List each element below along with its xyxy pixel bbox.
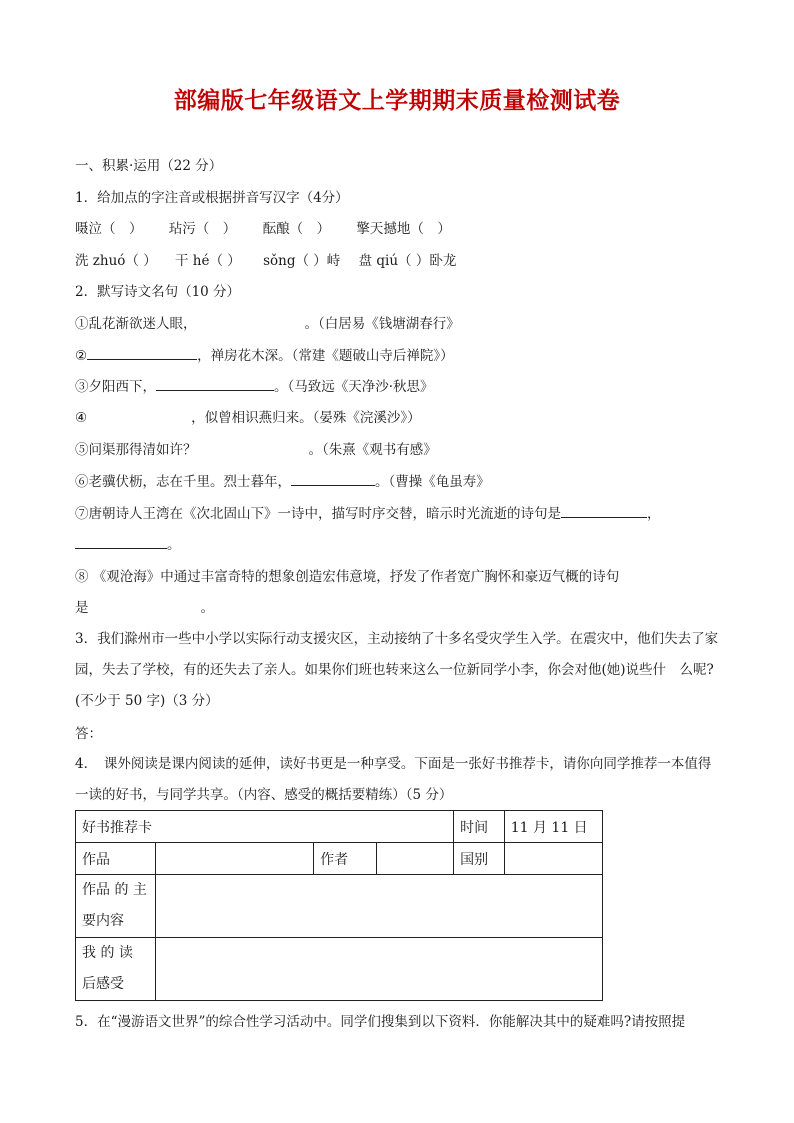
- item: 嗫泣（ ）: [75, 221, 143, 237]
- text: ⑥老骥伏枥，志在千里。烈士暮年，: [75, 474, 291, 490]
- text: 。（马致远《天净沙·秋思》: [274, 379, 434, 395]
- answer-blank[interactable]: [291, 471, 375, 486]
- content-label: 作品 的 主要内容: [76, 875, 156, 938]
- text: 。（曹操《龟虽寿》: [375, 474, 490, 490]
- text: 。（白居易《钱塘湖春行》: [304, 316, 460, 332]
- item: 洗 zhuó（ ）: [75, 253, 157, 269]
- time-value[interactable]: 11 月 11 日: [504, 811, 602, 843]
- text: ⑧ 《观沧海》中通过丰富奇特的想象创造宏伟意境，抒发了作者宽广胸怀和豪迈气概的诗句: [75, 569, 620, 585]
- text: ，: [647, 506, 661, 522]
- content-field[interactable]: [155, 875, 602, 938]
- card-header: 好书推荐卡: [76, 811, 454, 843]
- work-field[interactable]: [155, 843, 313, 875]
- country-field[interactable]: [504, 843, 602, 875]
- poem-line-4: [75, 408, 421, 428]
- work-label: 作品: [76, 843, 156, 875]
- text: 是: [75, 600, 89, 616]
- answer-blank[interactable]: [87, 345, 197, 360]
- poem-line-1: [75, 314, 460, 334]
- book-recommendation-card: [75, 810, 603, 1001]
- question-1-row-2: [75, 251, 456, 271]
- question-5: 5．在“漫游语文世界”的综合性学习活动中。同学们搜集到以下资料．你能解决其中的疑难吗?请按照提: [75, 1014, 686, 1030]
- poem-line-6: [75, 471, 490, 492]
- poem-line-7: [75, 503, 661, 524]
- answer-label: 答：: [75, 726, 102, 742]
- time-label: 时间: [454, 811, 505, 843]
- question-3: 3．我们滁州市一些中小学以实际行动支援灾区，主动接纳了十多名受灾学生入学。在震灾中，他们失去了家园，失去了学校，有的还失去了亲人。如果你们班也转来这么一位新同学小李，你会对他(她)说些什 么呢?(不少于 50 字)（3 分）: [75, 631, 719, 709]
- text: ①乱花渐欲迷人眼，: [75, 316, 197, 332]
- page-title: 部编版七年级语文上学期期末质量检测试卷: [173, 88, 621, 114]
- question-1-row-1: [75, 219, 451, 239]
- poem-line-7-continued: [75, 534, 181, 555]
- item: 擎天撼地（ ）: [356, 221, 451, 237]
- poem-line-5: [75, 440, 437, 460]
- answer-blank[interactable]: [156, 376, 274, 391]
- text: ④: [75, 410, 88, 426]
- question-1-stem: 1．给加点的字注音或根据拼音写汉字（4分）: [75, 190, 349, 206]
- feeling-field[interactable]: [155, 938, 602, 1001]
- item: 盘 qiú（ ）卧龙: [358, 253, 457, 269]
- text: ⑦唐朝诗人王湾在《次北固山下》一诗中，描写时序交替，暗示时光流逝的诗句是: [75, 506, 561, 522]
- text: 。（朱熹《观书有感》: [308, 442, 437, 458]
- poem-line-8-continued: [75, 598, 214, 618]
- question-4: 4． 课外阅读是课内阅读的延伸，读好书更是一种享受。下面是一张好书推荐卡，请你向同学推荐一本值得一读的好书，与同学共享。（内容、感受的概括要精练）（5 分）: [75, 756, 712, 803]
- item: sǒng（ ）峙: [263, 253, 341, 269]
- author-field[interactable]: [377, 843, 454, 875]
- item: 酝酿（ ）: [262, 221, 331, 237]
- author-label: 作者: [314, 843, 377, 875]
- text: 。: [200, 600, 214, 616]
- item: 玷污（ ）: [168, 221, 237, 237]
- section-heading: 一、积累·运用（22 分）: [75, 158, 223, 174]
- poem-line-2: [75, 345, 454, 366]
- text: ⑤问渠那得清如许？: [75, 442, 197, 458]
- text: ，禅房花木深。（常建《题破山寺后禅院》）: [197, 348, 454, 364]
- text: ③夕阳西下，: [75, 379, 156, 395]
- text: ②: [75, 348, 88, 364]
- country-label: 国别: [454, 843, 505, 875]
- answer-blank[interactable]: [75, 534, 167, 549]
- poem-line-8: [75, 567, 619, 587]
- answer-blank[interactable]: [561, 503, 647, 518]
- question-2-stem: 2．默写诗文名句（10 分）: [75, 284, 241, 300]
- text: 。: [167, 537, 181, 553]
- item: 干 hé（ ）: [175, 253, 241, 269]
- feeling-label: 我 的 读 后感受: [76, 938, 156, 1001]
- text: ，似曾相识燕归来。（晏殊《浣溪沙》）: [191, 410, 421, 426]
- poem-line-3: [75, 376, 434, 397]
